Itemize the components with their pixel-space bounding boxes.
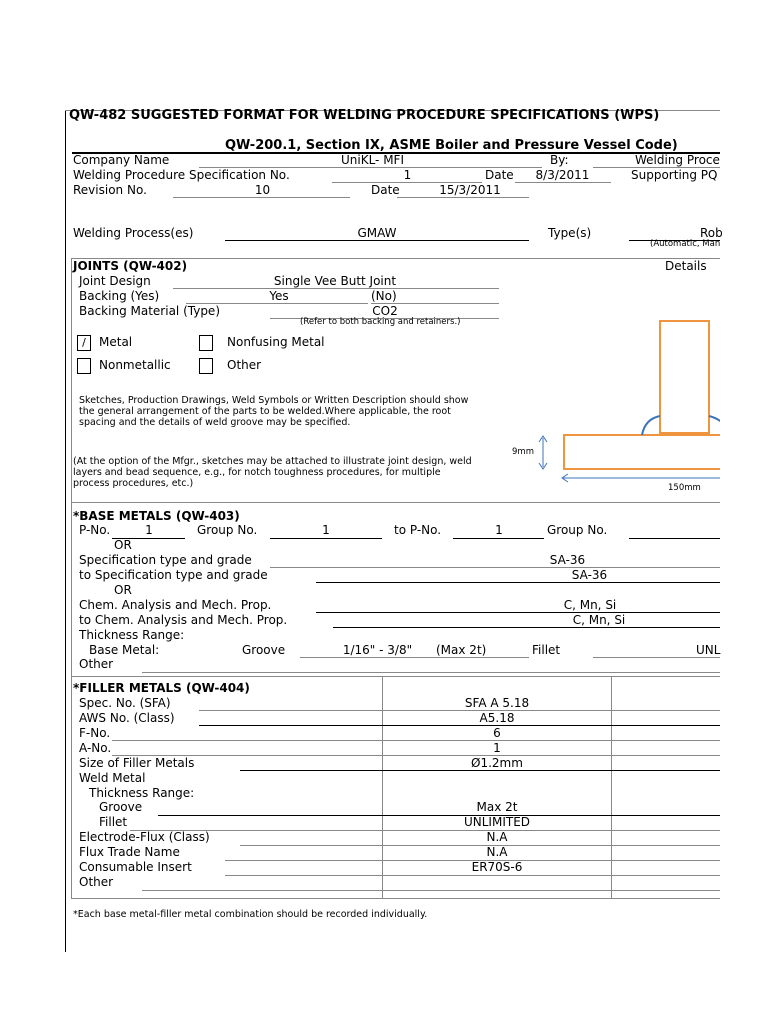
spec-grade-value[interactable]: SA-36 <box>549 553 586 567</box>
spec-grade-line <box>270 567 720 568</box>
other-label: Other <box>227 358 262 372</box>
flux-trade-name-label: Flux Trade Name <box>79 845 180 859</box>
chem-analysis-label: Chem. Analysis and Mech. Prop. <box>79 598 272 612</box>
footnote: *Each base metal-filler metal combination should be recorded individually. <box>73 909 428 920</box>
nonfusing-metal-checkbox[interactable] <box>199 335 213 351</box>
to-chem-analysis-value[interactable]: C, Mn, Si <box>572 613 626 627</box>
filler-groove-label: Groove <box>99 800 143 814</box>
revision-date-line <box>397 197 529 198</box>
consumable-insert-label: Consumable Insert <box>79 860 192 874</box>
joint-design-value[interactable]: Single Vee Butt Joint <box>273 274 397 288</box>
filler-fillet-value[interactable]: UNLIMITED <box>463 815 531 829</box>
date-label: Date <box>485 168 514 182</box>
group-no-value[interactable]: 1 <box>322 523 330 537</box>
fillet-line <box>593 657 720 658</box>
base-metals-bottom-rule <box>71 676 720 677</box>
mfgr-note-3: process procedures, etc.) <box>73 478 194 489</box>
to-chem-analysis-line <box>333 627 720 628</box>
to-p-no-value[interactable]: 1 <box>495 523 503 537</box>
or-label-1: OR <box>114 538 132 552</box>
vertical-plate <box>660 321 709 433</box>
to-p-no-label: to P-No. <box>394 523 442 537</box>
joint-design-line <box>173 288 499 289</box>
or-label-2: OR <box>114 583 132 597</box>
nonmetallic-label: Nonmetallic <box>99 358 171 372</box>
wps-number-value[interactable]: 1 <box>403 168 412 182</box>
sketch-instructions-1: Sketches, Production Drawings, Weld Symbols or Written Description should show <box>79 395 469 406</box>
chem-analysis-value[interactable]: C, Mn, Si <box>563 598 617 612</box>
filler-groove-value[interactable]: Max 2t <box>476 800 518 814</box>
nonfusing-metal-label: Nonfusing Metal <box>227 335 325 349</box>
filler-size-line <box>240 770 720 771</box>
company-name-label: Company Name <box>73 153 170 167</box>
joints-heading: JOINTS (QW-402) <box>73 259 188 273</box>
filler-metals-heading: *FILLER METALS (QW-404) <box>73 681 250 695</box>
to-spec-grade-value[interactable]: SA-36 <box>571 568 608 582</box>
welding-process-value[interactable]: GMAW <box>357 226 397 240</box>
spec-no-value[interactable]: SFA A 5.18 <box>464 696 530 710</box>
welding-process-line <box>225 240 529 241</box>
company-name-value[interactable]: UniKL- MFI <box>340 153 404 167</box>
joints-bottom-rule <box>71 502 720 503</box>
form-subtitle: QW-200.1, Section IX, ASME Boiler and Pressure Vessel Code) <box>225 138 678 153</box>
to-spec-grade-label: to Specification type and grade <box>79 568 268 582</box>
to-spec-grade-line <box>316 582 720 583</box>
backing-yes-value[interactable]: Yes <box>269 289 289 303</box>
group-no-2-line <box>629 538 720 539</box>
f-no-value[interactable]: 6 <box>493 726 501 740</box>
aws-no-label: AWS No. (Class) <box>79 711 175 725</box>
base-metal-label: Base Metal: <box>89 643 160 657</box>
consumable-insert-value[interactable]: ER70S-6 <box>471 860 523 874</box>
to-p-no-line <box>453 538 544 539</box>
by-label: By: <box>550 153 569 167</box>
fillet-value[interactable]: UNL <box>696 643 721 657</box>
spec-grade-label: Specification type and grade <box>79 553 252 567</box>
f-no-label: F-No. <box>79 726 111 740</box>
groove-label: Groove <box>242 643 286 657</box>
types-label: Type(s) <box>548 226 592 240</box>
types-value[interactable]: Rob <box>700 226 723 240</box>
electrode-flux-value[interactable]: N.A <box>486 830 508 844</box>
flux-trade-name-value[interactable]: N.A <box>486 845 508 859</box>
filler-thickness-range-label: Thickness Range: <box>89 786 195 800</box>
date-value[interactable]: 8/3/2011 <box>535 168 590 182</box>
aws-no-value[interactable]: A5.18 <box>479 711 515 725</box>
base-metals-heading: *BASE METALS (QW-403) <box>73 509 240 523</box>
thickness-range-label: Thickness Range: <box>79 628 185 642</box>
thickness-dimension: 9mm <box>512 447 534 457</box>
p-no-label: P-No. <box>79 523 111 537</box>
joint-sketch <box>505 315 720 500</box>
types-note: (Automatic, Man <box>650 239 721 249</box>
nonmetallic-checkbox[interactable] <box>77 358 91 374</box>
backing-note: (Refer to both backing and retainers.) <box>300 317 461 327</box>
spec-no-label: Spec. No. (SFA) <box>79 696 171 710</box>
revision-date-value[interactable]: 15/3/2011 <box>439 183 501 197</box>
joint-design-label: Joint Design <box>79 274 151 288</box>
filler-size-label: Size of Filler Metals <box>79 756 195 770</box>
sketch-instructions-2: the general arrangement of the parts to be welded.Where applicable, the root <box>79 406 451 417</box>
wps-number-label: Welding Procedure Specification No. <box>73 168 290 182</box>
groove-value[interactable]: 1/16" - 3/8" <box>342 643 413 657</box>
to-chem-analysis-label: to Chem. Analysis and Mech. Prop. <box>79 613 288 627</box>
filler-size-value[interactable]: Ø1.2mm <box>471 756 523 770</box>
revision-label: Revision No. <box>73 183 147 197</box>
supporting-pq-label: Supporting PQ <box>631 168 718 182</box>
left-border <box>65 110 66 952</box>
other-checkbox[interactable] <box>199 358 213 374</box>
metal-checkbox[interactable]: / <box>77 335 91 351</box>
group-no-label: Group No. <box>197 523 258 537</box>
form-title: QW-482 SUGGESTED FORMAT FOR WELDING PROCEDURE SPECIFICATIONS (WPS) <box>69 108 660 123</box>
a-no-label: A-No. <box>79 741 112 755</box>
chem-analysis-line <box>316 612 720 613</box>
mfgr-note-1: (At the option of the Mfgr., sketches may be attached to illustrate joint design, weld <box>73 456 472 467</box>
max-2t-label: (Max 2t) <box>436 643 487 657</box>
fillet-label: Fillet <box>532 643 561 657</box>
sketch-instructions-3: spacing and the details of weld groove may be specified. <box>79 417 351 428</box>
date-line <box>515 182 611 183</box>
welding-process-label: Welding Process(es) <box>73 226 194 240</box>
base-other-line <box>142 672 720 673</box>
p-no-value[interactable]: 1 <box>145 523 153 537</box>
right-weld-arc <box>709 416 720 423</box>
metal-label: Metal <box>99 335 133 349</box>
left-weld-arc <box>642 416 660 435</box>
section-left-border <box>71 258 72 898</box>
group-no-line <box>270 538 382 539</box>
filler-other-label: Other <box>79 875 114 889</box>
mfgr-note-2: layers and bead sequence, e.g., for notch toughness procedures, for multiple <box>73 467 441 478</box>
filler-fillet-label: Fillet <box>99 815 128 829</box>
group-no-2-label: Group No. <box>547 523 608 537</box>
groove-line <box>300 657 529 658</box>
base-other-label: Other <box>79 657 114 671</box>
revision-value[interactable]: 10 <box>254 183 271 197</box>
backing-material-value[interactable]: CO2 <box>372 304 398 318</box>
consumable-insert-line <box>225 875 720 876</box>
revision-date-label: Date <box>371 183 400 197</box>
by-value[interactable]: Welding Proce <box>635 153 720 167</box>
a-no-value[interactable]: 1 <box>493 741 501 755</box>
backing-label: Backing (Yes) <box>79 289 160 303</box>
revision-line <box>173 197 350 198</box>
backing-no-label: (No) <box>371 289 397 303</box>
length-dimension: 150mm <box>668 483 701 493</box>
backing-material-label: Backing Material (Type) <box>79 304 220 318</box>
electrode-flux-label: Electrode-Flux (Class) <box>79 830 210 844</box>
horizontal-plate <box>564 435 720 469</box>
details-label: Details <box>665 259 707 273</box>
filler-bottom-rule <box>71 898 720 899</box>
weld-metal-label: Weld Metal <box>79 771 146 785</box>
filler-other-line <box>142 890 720 891</box>
